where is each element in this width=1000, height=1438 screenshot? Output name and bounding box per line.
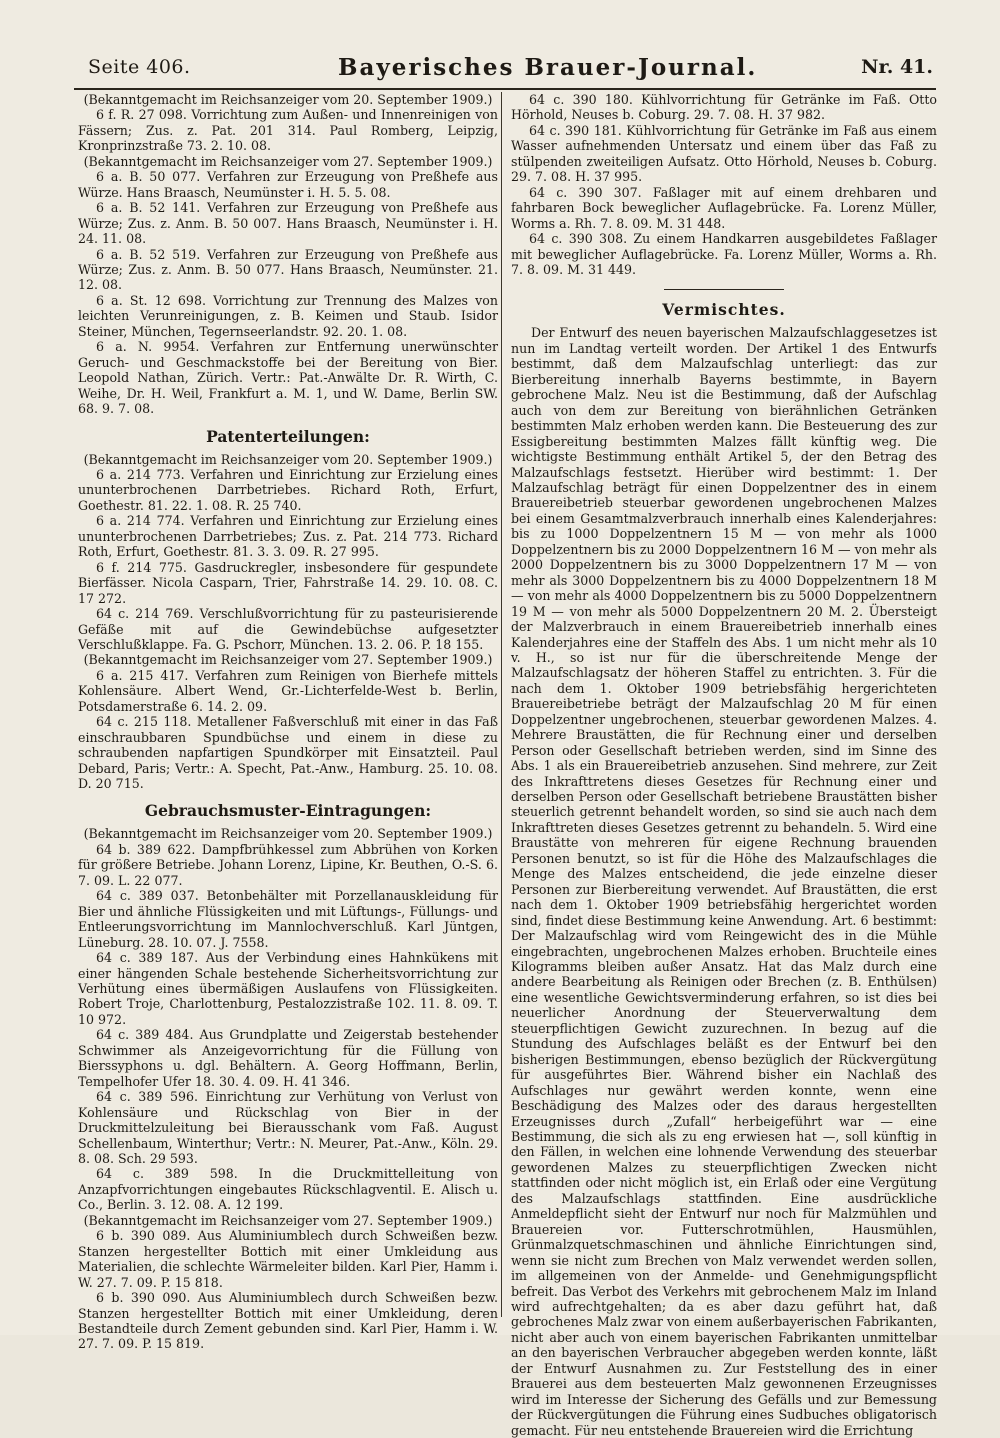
register-entry: 64 c. 390 308. Zu einem Handkarren ausgebildetes Faßlager mit beweglicher Auflagebrücke. Fa. Lorenz Müller, Worms a. Rh. 7. 8. 09. M. 31 449.	[511, 231, 937, 277]
register-entry: 6 f. R. 27 098. Vorrichtung zum Außen- und Innenreinigen von Fässern; Zus. z. Pat. 201 314. Paul Romberg, Leipzig, Kronprinzstraße 73. 2. 10. 08.	[78, 107, 498, 154]
register-entry: 6 a. B. 52 141. Verfahren zur Erzeugung von Preßhefe aus Würze; Zus. z. Anm. B. 50 007. Hans Braasch, Neumünster i. H. 24. 11. 08.	[78, 200, 498, 247]
register-entry: 64 c. 389 484. Aus Grundplatte und Zeigerstab bestehender Schwimmer als Anzeigevorrichtung für die Füllung von Bierssyphons u. dgl. Behältern. A. Georg Hoffmann, Berlin, Tempelhofer Ufer 18. 30. 4. 09. H. 41 346.	[78, 1027, 498, 1089]
register-entry: 64 c. 389 598. In die Druckmittelleitung von Anzapfvorrichtungen eingebautes Rückschlagventil. E. Alisch u. Co., Berlin. 3. 12. 08. A. 12 199.	[78, 1166, 498, 1213]
utility-model-list	[78, 826, 498, 1351]
page-header	[88, 56, 933, 86]
register-entry: 6 a. B. 52 519. Verfahren zur Erzeugung von Preßhefe aus Würze; Zus. z. Anm. B. 50 077. Hans Braasch, Neumünster. 21. 12. 08.	[78, 246, 498, 293]
journal-title: Bayerisches Brauer-Journal.	[338, 54, 758, 81]
left-column	[78, 92, 498, 1352]
pending-applications-list	[78, 92, 498, 417]
register-entry: 6 a. B. 50 077. Verfahren zur Erzeugung von Preßhefe aus Würze. Hans Braasch, Neumünster i. H. 5. 5. 08.	[78, 169, 498, 200]
utility-model-list-continued	[511, 92, 937, 277]
register-entry: 6 a. St. 12 698. Vorrichtung zur Trennung des Malzes von leichten Verunreinigungen, z. B. Keimen und Staub. Isidor Steiner, München, Tegernseerlandstr. 92. 20. 1. 08.	[78, 292, 498, 339]
header-rule	[74, 88, 936, 90]
section-heading-misc: Vermischtes.	[662, 300, 786, 320]
register-entry: 6 f. 214 775. Gasdruckregler, insbesondere für gespundete Bierfässer. Nicola Casparn, Trier, Fahrstraße 14. 29. 10. 08. C. 17 272.	[78, 559, 498, 606]
register-entry: 64 c. 390 181. Kühlvorrichtung für Getränke im Faß aus einem Wasser aufnehmenden Untersatz und einem über das Faß zu stülpenden zweiteiligen Aufsatz. Otto Hörhold, Neuses b. Coburg. 29. 7. 08. H. 37 995.	[511, 122, 937, 185]
register-entry: 64 c. 389 037. Betonbehälter mit Porzellanauskleidung für Bier und ähnliche Flüssigkeiten und mit Lüftungs-, Füllungs- und Entleerungsvorrichtung im Mannlochverschluß. Karl Jüntgen, Lüneburg. 28. 10. 07. J. 7558.	[78, 888, 498, 950]
section-heading-utility-models: Gebrauchsmuster-Eintragungen:	[144, 801, 432, 821]
gazette-notice: (Bekanntgemacht im Reichsanzeiger vom 27. September 1909.)	[83, 1212, 493, 1228]
register-entry: 64 b. 389 622. Dampfbrühkessel zum Abbrühen von Korken für größere Betriebe. Johann Lorenz, Lipine, Kr. Beuthen, O.-S. 6. 7. 09. L. 22 077.	[78, 841, 498, 888]
register-entry: 6 a. 215 417. Verfahren zum Reinigen von Bierhefe mittels Kohlensäure. Albert Wend, Gr.-Lichterfelde-West b. Berlin, Potsdamerstraße 6. 14. 2. 09.	[78, 667, 498, 714]
column-divider	[501, 92, 502, 1317]
register-entry: 64 c. 214 769. Verschlußvorrichtung für zu pasteurisierende Gefäße mit auf die Gewindebüchse aufgesetzter Verschlußklappe. Fa. G. Pschorr, München. 13. 2. 06. P. 18 155.	[78, 606, 498, 652]
section-rule	[664, 289, 784, 290]
register-entry: 6 a. N. 9954. Verfahren zur Entfernung unerwünschter Geruch- und Geschmackstoffe bei der Bereitung von Bier. Leopold Nathan, Zürich. Vertr.: Pat.-Anwälte Dr. R. Wirth, C. Weihe, Dr. H. Weil, Frankfurt a. M. 1, und W. Dame, Berlin SW. 68. 9. 7. 08.	[78, 339, 498, 417]
register-entry: 64 c. 389 187. Aus der Verbindung eines Hahnkükens mit einer hängenden Schale bestehende Sicherheitsvorrichtung zur Verhütung eines übermäßigen Auslaufens von Flüssigkeiten. Robert Troje, Charlottenburg, Pestalozzistraße 102. 11. 8. 09. T. 10 972.	[78, 950, 498, 1027]
section-heading-patents: Patenterteilungen:	[206, 426, 370, 446]
register-entry: 6 b. 390 090. Aus Aluminiumblech durch Schweißen bezw. Stanzen hergestellter Bottich mit einer Umkleidung, deren Bestandteile durch Zement gebunden sind. Karl Pier, Hamm i. W. 27. 7. 09. P. 15 819.	[78, 1290, 498, 1352]
register-entry: 64 c. 390 180. Kühlvorrichtung für Getränke im Faß. Otto Hörhold, Neuses b. Coburg. 29. 7. 08. H. 37 982.	[511, 92, 937, 123]
register-entry: 6 a. 214 774. Verfahren und Einrichtung zur Erzielung eines ununterbrochenen Darrbetriebes; Zus. z. Pat. 214 773. Richard Roth, Erfurt, Goethestr. 81. 3. 3. 09. R. 27 995.	[78, 513, 498, 560]
article-paragraph: Der Entwurf des neuen bayerischen Malzaufschlaggesetzes ist nun im Landtag verteilt worden. Der Artikel 1 des Entwurfs bestimmt, daß dem Malzaufschlag unterliegt: das zur Bierbereitung innerhalb Bayerns bestimmte, in Bayern gebrochene Malz. Neu ist die Bestimmung, daß der Aufschlag auch von dem zur Bereitung von bierähnlichen Getränken bestimmten Malz erhoben werden kann. Die Besteuerung des zur Essigbereitung bestimmten Malzes fällt künftig weg. Die wichtigste Bestimmung enthält Artikel 5, der den Betrag des Malzaufschlags festsetzt. Hierüber wird bestimmt: 1. Der Malzaufschlag beträgt für einen Doppelzentner des in einem Brauereibetrieb steuerbar gewordenen ungebrochenen Malzes bei einem Gesamtmalzverbrauch innerhalb eines Kalenderjahres: bis zu 1000 Doppelzentnern 15 M — von mehr als 1000 Doppelzentnern bis zu 2000 Doppelzentnern 16 M — von mehr als 2000 Doppelzentnern bis zu 3000 Doppelzentnern 17 M — von mehr als 3000 Doppelzentnern bis zu 4000 Doppelzentnern 18 M — von mehr als 4000 Doppelzentnern bis zu 5000 Doppelzentnern 19 M — von mehr als 5000 Doppelzentnern 20 M. 2. Übersteigt der Malzverbrauch in einem Brauereibetrieb innerhalb eines Kalenderjahres eine der Staffeln des Abs. 1 um nicht mehr als 10 v. H., so ist nur für die überschreitende Menge der Malzaufschlagsatz der höheren Staffel zu entrichten. 3. Für die nach dem 1. Oktober 1909 betriebsfähig hergerichteten Brauereibetriebe beträgt der Malzaufschlag 20 M für einen Doppelzentner ungebrochenen, steuerbar gewordenen Malzes. 4. Mehrere Braustätten, die für Rechnung einer und derselben Person oder Gesellschaft betrieben werden, sind im Sinne des Abs. 1 als ein Brauereibetrieb anzusehen. Sind mehrere, zur Zeit des Inkrafttretens dieses Gesetzes für Rechnung einer und derselben Person oder Gesellschaft betriebene Braustätten bisher steuerlich getrennt behandelt worden, so sind sie auch nach dem Inkrafttreten dieses Gesetzes getrennt zu behandeln. 5. Wird eine Braustätte von mehreren für eigene Rechnung brauenden Personen benutzt, so ist für die Höhe des Malzaufschlages die Menge des Malzes entscheidend, die jede einzelne dieser Personen zur Bierbereitung verwendet. Auf Braustätten, die erst nach dem 1. Oktober 1909 betriebsfähig hergerichtet worden sind, findet diese Bestimmung keine Anwendung. Art. 6 bestimmt: Der Malzaufschlag wird vom Reingewicht des in die Mühle eingebrachten, ungebrochenen Malzes erhoben. Bruchteile eines Kilogramms bleiben außer Ansatz. Hat das Malz durch eine andere Bearbeitung als Reinigen oder Brechen (z. B. Enthülsen) eine wesentliche Gewichtsverminderung erfahren, so ist dies bei neuerlicher Anordnung der Steuerverwaltung dem steuerpflichtigen Gewicht zuzurechnen. In bezug auf die Stundung des Aufschlages beläßt es der Entwurf bei den bisherigen Bestimmungen, ebenso bezüglich der Rückvergütung für ausgeführtes Bier. Während bisher ein Nachlaß des Aufschlages nur gewährt werden konnte, wenn eine Beschädigung des Malzes oder des daraus hergestellten Erzeugnisses durch „Zufall“ herbeigeführt war — eine Bestimmung, die sich als zu eng erwiesen hat —, soll künftig in den Fällen, in welchen eine lohnende Verwendung des steuerbar gewordenen Malzes zu steuerpflichtigen Zwecken nicht stattfinden oder nicht möglich ist, ein Erlaß oder eine Vergütung des Malzaufschlags stattfinden. Eine ausdrückliche Anmeldepflicht sieht der Entwurf nur noch für Malzmühlen und Brauereien vor. Futterschrotmühlen, Hausmühlen, Grünmalzquetschmaschinen und ähnliche Einrichtungen sind, wenn sie nicht zum Brechen von Malz verwendet werden sollen, im allgemeinen von der Anmelde- und Genehmigungspflicht befreit. Das Verbot des Verkehrs mit gebrochenem Malz im Inland wird aufrechtgehalten; da es aber dazu geführt hat, daß gebrochenes Malz zwar von einem außerbayerischen Fabrikanten, nicht aber auch von einem bayerischen Fabrikanten unmittelbar an den bayerischen Verbraucher abgegeben werden konnte, läßt der Entwurf Ausnahmen zu. Zur Feststellung des in einer Brauerei aus dem besteuerten Malz gewonnenen Erzeugnisses wird im Interesse der Sicherung des Gefälls und zur Bemessung der Rückvergütungen die Führung eines Sudbuches obligatorisch gemacht. Für neu entstehende Brauereien wird die Errichtung	[511, 325, 937, 1438]
register-entry: 6 b. 390 089. Aus Aluminiumblech durch Schweißen bezw. Stanzen hergestellter Bottich mit einer Umkleidung aus Materialien, die schlechte Wärmeleiter bilden. Karl Pier, Hamm i. W. 27. 7. 09. P. 15 818.	[78, 1228, 498, 1290]
gazette-notice: (Bekanntgemacht im Reichsanzeiger vom 20. September 1909.)	[83, 451, 493, 467]
gazette-notice: (Bekanntgemacht im Reichsanzeiger vom 20. September 1909.)	[83, 92, 493, 107]
gazette-notice: (Bekanntgemacht im Reichsanzeiger vom 27. September 1909.)	[83, 153, 493, 169]
gazette-notice: (Bekanntgemacht im Reichsanzeiger vom 27. September 1909.)	[83, 652, 493, 668]
register-entry: 6 a. 214 773. Verfahren und Einrichtung zur Erzielung eines ununterbrochenen Darrbetriebes. Richard Roth, Erfurt, Goethestr. 81. 22. 1. 08. R. 25 740.	[78, 466, 498, 513]
misc-article	[511, 325, 937, 1438]
page-number: Seite 406.	[88, 56, 191, 78]
patent-grants-list	[78, 452, 498, 792]
issue-number: Nr. 41.	[861, 56, 933, 78]
register-entry: 64 c. 390 307. Faßlager mit auf einem drehbaren und fahrbaren Bock beweglicher Auflagebrücke. Fa. Lorenz Müller, Worms a. Rh. 7. 8. 09. M. 31 448.	[511, 184, 937, 231]
register-entry: 64 c. 215 118. Metallener Faßverschluß mit einer in das Faß einschraubbaren Spundbüchse und einem in diese zu schraubenden napfartigen Spundkörper mit Einsatzteil. Paul Debard, Paris; Vertr.: A. Specht, Pat.-Anw., Hamburg. 25. 10. 08. D. 20 715.	[78, 714, 498, 792]
right-column	[511, 92, 937, 1438]
gazette-notice: (Bekanntgemacht im Reichsanzeiger vom 20. September 1909.)	[83, 826, 493, 842]
register-entry: 64 c. 389 596. Einrichtung zur Verhütung von Verlust von Kohlensäure und Rückschlag von Bier in der Druckmittelzuleitung bei Bierausschank vom Faß. August Schellenbaum, Winterthur; Vertr.: N. Meurer, Pat.-Anw., Köln. 29. 8. 08. Sch. 29 593.	[78, 1089, 498, 1166]
